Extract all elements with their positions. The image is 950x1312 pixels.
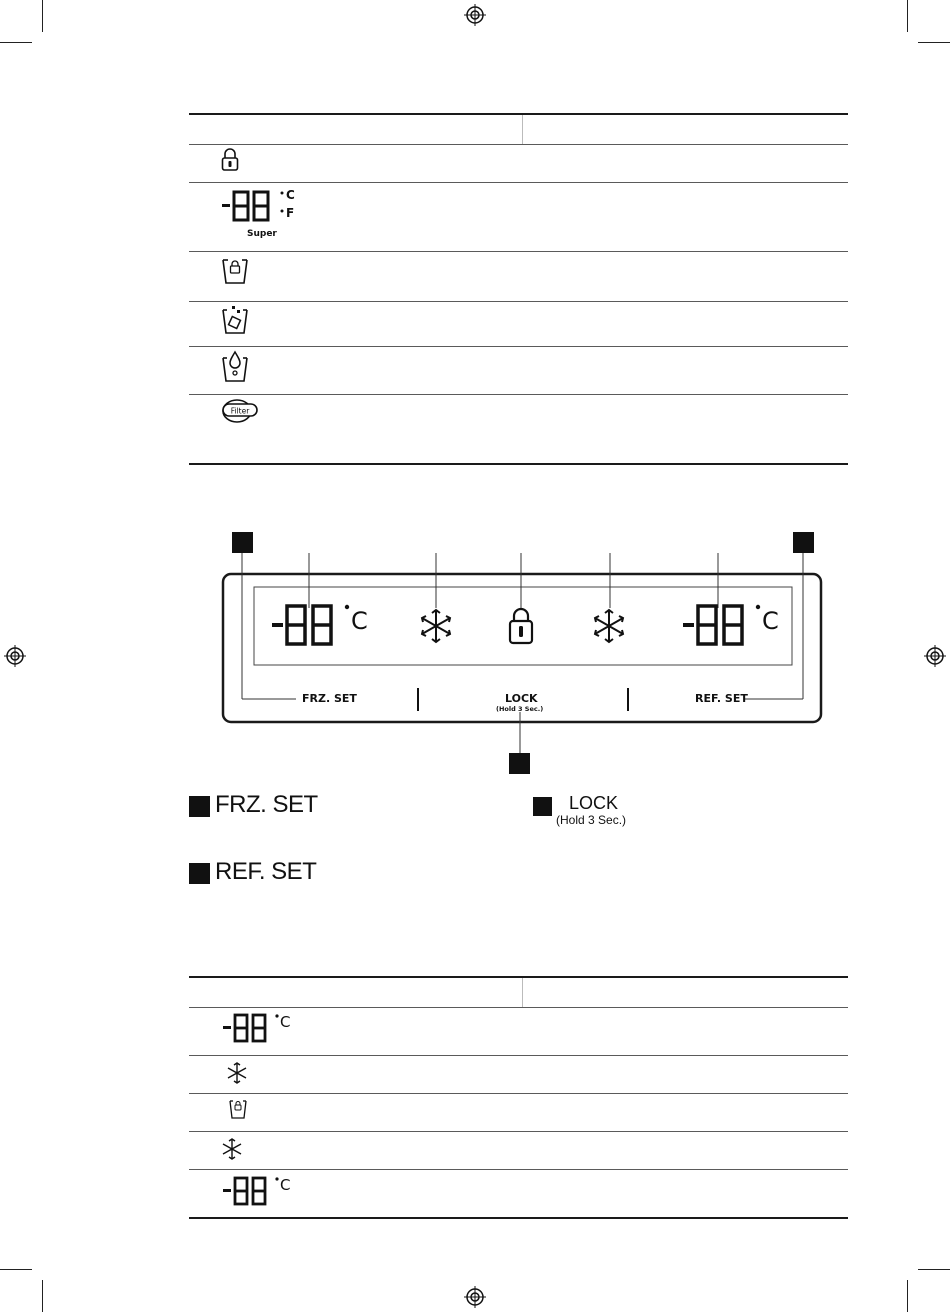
- crop-mark: [0, 42, 32, 43]
- super-label: Super: [247, 229, 277, 239]
- legend-frz-set: FRZ. SET: [215, 791, 318, 818]
- frz-set-button[interactable]: FRZ. SET: [302, 692, 357, 705]
- control-panel: [0, 540, 950, 760]
- crop-mark: [0, 1269, 32, 1270]
- lock-button[interactable]: LOCK: [505, 692, 538, 705]
- svg-text:C: C: [280, 1176, 291, 1194]
- crop-mark: [42, 0, 43, 32]
- unit-fahrenheit-label: F: [286, 206, 295, 220]
- lock-icon: [510, 609, 532, 643]
- legend-square-lock: [533, 797, 552, 816]
- fridge-temperature-display-icon: [221, 1174, 301, 1208]
- svg-text:C: C: [280, 1013, 291, 1031]
- fridge-temperature-digits: [698, 606, 742, 644]
- legend-ref-set: REF. SET: [215, 858, 317, 885]
- snowflake-icon: [226, 1061, 248, 1085]
- legend-square-ref: [189, 863, 210, 884]
- snowflake-icon: [595, 610, 623, 642]
- snowflake-icon: [422, 610, 450, 642]
- freezer-temperature-digits: [287, 606, 331, 644]
- crop-mark: [918, 1269, 950, 1270]
- registration-mark: [464, 1286, 486, 1308]
- water-dispense-icon: [220, 350, 250, 384]
- fridge-celsius-label: C: [762, 607, 779, 635]
- registration-mark: [464, 4, 486, 26]
- dispenser-lock-icon: [220, 256, 250, 286]
- legend-lock-hold: (Hold 3 Sec.): [556, 813, 627, 827]
- lock-hold-label: (Hold 3 Sec.): [496, 705, 544, 713]
- legend-lock: LOCK: [569, 793, 619, 813]
- crop-mark: [918, 42, 950, 43]
- ref-set-button[interactable]: REF. SET: [695, 692, 748, 705]
- dispenser-lock-icon: [228, 1098, 248, 1120]
- ice-dispense-icon: [220, 304, 250, 336]
- lock-icon: [221, 148, 239, 172]
- freezer-temperature-display-icon: [221, 1011, 301, 1045]
- filter-icon: [220, 398, 262, 424]
- legend-square-frz: [189, 796, 210, 817]
- crop-mark: [42, 1280, 43, 1312]
- crop-mark: [907, 0, 908, 32]
- unit-celsius-label: C: [286, 188, 295, 202]
- snowflake-icon: [221, 1137, 243, 1161]
- filter-icon-text: Filter: [230, 406, 250, 416]
- crop-mark: [907, 1280, 908, 1312]
- freezer-celsius-label: C: [351, 607, 368, 635]
